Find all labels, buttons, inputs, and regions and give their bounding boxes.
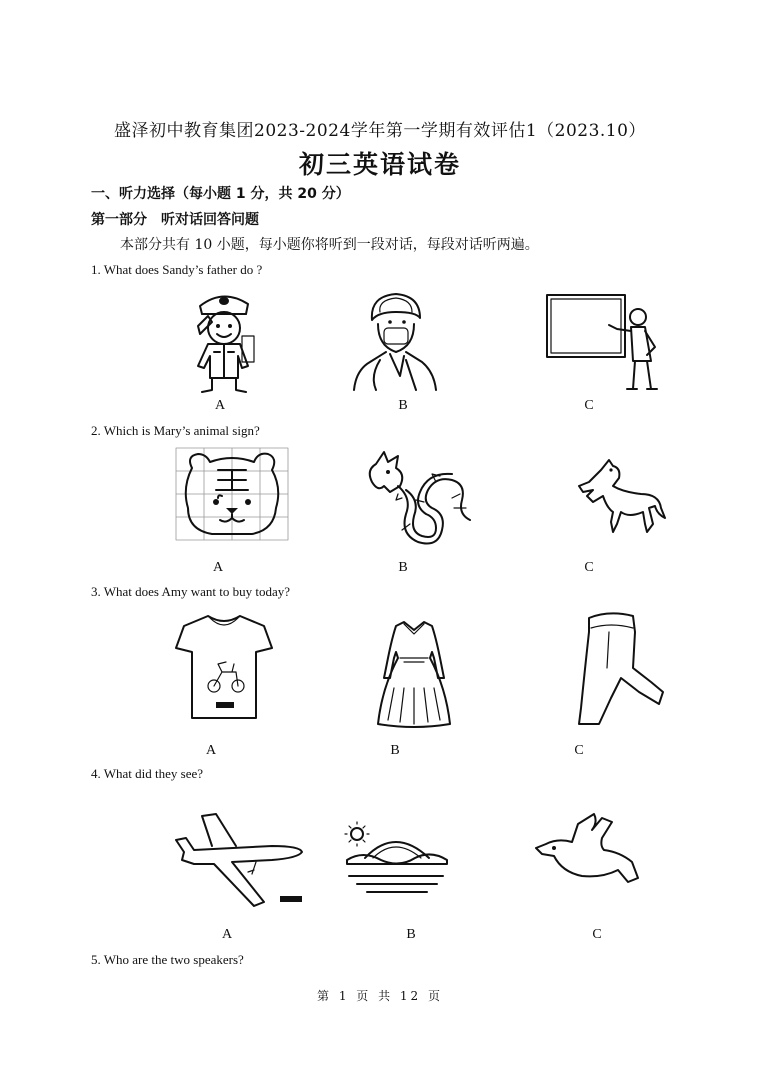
q4-option-c[interactable]: C [592,927,602,942]
section-heading: 一、听力选择（每小题 1 分，共 20 分） [91,186,350,202]
q1-option-c[interactable]: C [584,398,594,413]
teacher-icon [543,291,663,393]
tshirt-icon [174,612,274,722]
part-heading: 第一部分 听对话回答问题 [91,212,259,228]
question-1: 1. What does Sandy’s father do ? [91,262,263,277]
sunrise-icon [343,820,451,902]
nurse-icon [350,290,442,392]
question-5: 5. Who are the two speakers? [91,952,244,967]
question-3: 3. What does Amy want to buy today? [91,584,291,599]
exam-title: 初三英语试卷 [298,150,461,179]
q4-option-b[interactable]: B [406,927,416,942]
dragon-icon [362,442,474,550]
tiger-icon [176,448,288,540]
airplane-icon [172,812,304,916]
dress-icon [374,618,454,730]
q3-option-a[interactable]: A [205,743,217,758]
q3-option-c[interactable]: C [574,743,584,758]
q2-option-b[interactable]: B [398,560,408,575]
q1-option-a[interactable]: A [214,398,226,413]
page-number: 第 1 页 共 12 页 [317,989,443,1003]
horse-icon [563,456,667,534]
exam-header-title: 盛泽初中教育集团2023-2024学年第一学期有效评估1（2023.10） [114,121,646,141]
q3-option-b[interactable]: B [390,743,400,758]
q2-option-c[interactable]: C [584,560,594,575]
question-2: 2. Which is Mary’s animal sign? [91,423,260,438]
policeman-icon [178,286,268,396]
q1-option-b[interactable]: B [398,398,408,413]
trousers-icon [569,608,667,730]
question-4: 4. What did they see? [91,766,204,781]
q2-option-a[interactable]: A [212,560,224,575]
instruction-text: 本部分共有 10 小题，每小题你将听到一段对话，每段对话听两遍。 [120,237,539,253]
bird-icon [532,812,642,890]
q4-option-a[interactable]: A [221,927,233,942]
